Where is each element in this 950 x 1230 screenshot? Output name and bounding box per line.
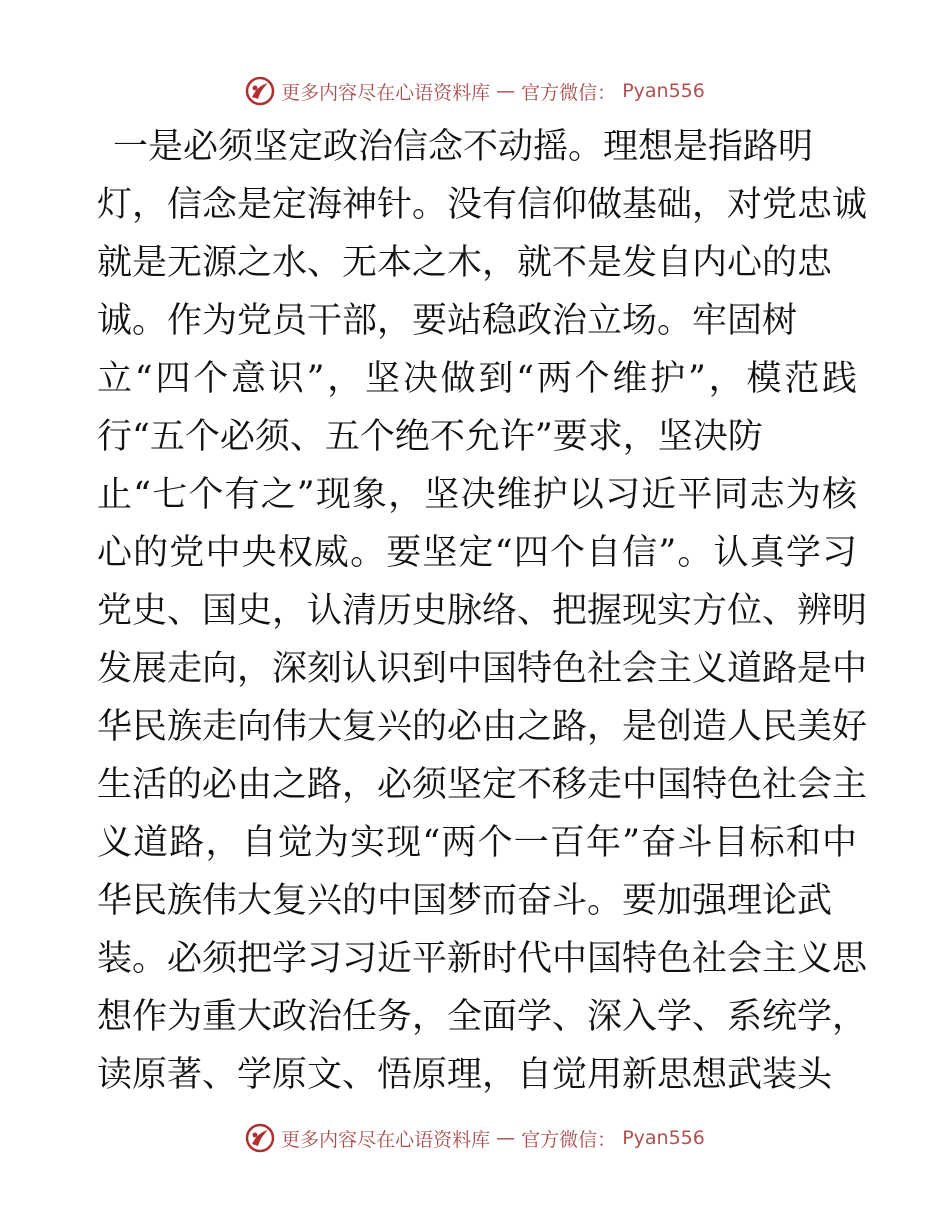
body-line: 立“四个意识”，坚决做到“两个维护”，模范践 xyxy=(97,359,857,399)
body-line: 华民族伟大复兴的中国梦而奋斗。要加强理论武 xyxy=(97,881,833,921)
brand-logo-icon xyxy=(245,76,275,106)
body-line: 想作为重大政治任务，全面学、深入学、系统学， xyxy=(97,997,868,1037)
watermark-separator: — xyxy=(496,80,516,102)
footer-watermark xyxy=(0,1120,950,1156)
header-watermark xyxy=(0,73,950,109)
body-paragraph xyxy=(97,118,868,1104)
body-line: 灯，信念是定海神针。没有信仰做基础，对党忠诚 xyxy=(97,185,868,225)
watermark-separator: — xyxy=(496,1127,516,1149)
body-line: 华民族走向伟大复兴的必由之路，是创造人民美好 xyxy=(97,707,868,747)
body-line: 止“七个有之”现象，坚决维护以习近平同志为核 xyxy=(97,475,857,515)
body-line: 发展走向，深刻认识到中国特色社会主义道路是中 xyxy=(97,649,868,689)
watermark-text: 更多内容尽在心语资料库 xyxy=(281,81,491,104)
watermark-id: Pyan556 xyxy=(622,1127,705,1149)
watermark-text: 更多内容尽在心语资料库 xyxy=(281,1128,491,1151)
body-line: 就是无源之水、无本之木，就不是发自内心的忠 xyxy=(97,243,833,283)
body-line: 行“五个必须、五个绝不允许”要求，坚决防 xyxy=(97,417,763,457)
watermark-label: 官方微信： xyxy=(521,1128,617,1151)
watermark-label: 官方微信： xyxy=(521,81,617,104)
body-line: 装。必须把学习习近平新时代中国特色社会主义思 xyxy=(97,939,868,979)
body-line: 义道路，自觉为实现“两个一百年”奋斗目标和中 xyxy=(97,823,857,863)
body-line: 一是必须坚定政治信念不动摇。理想是指路明 xyxy=(113,127,814,167)
body-line: 诚。作为党员干部，要站稳政治立场。牢固树 xyxy=(97,301,798,341)
watermark-id: Pyan556 xyxy=(622,80,705,102)
body-line: 生活的必由之路，必须坚定不移走中国特色社会主 xyxy=(97,765,868,805)
body-line: 读原著、学原文、悟原理，自觉用新思想武装头 xyxy=(97,1055,833,1095)
body-line: 心的党中央权威。要坚定“四个自信”。认真学习 xyxy=(97,533,857,573)
brand-logo-icon xyxy=(245,1123,275,1153)
body-line: 党史、国史，认清历史脉络、把握现实方位、辨明 xyxy=(97,591,868,631)
